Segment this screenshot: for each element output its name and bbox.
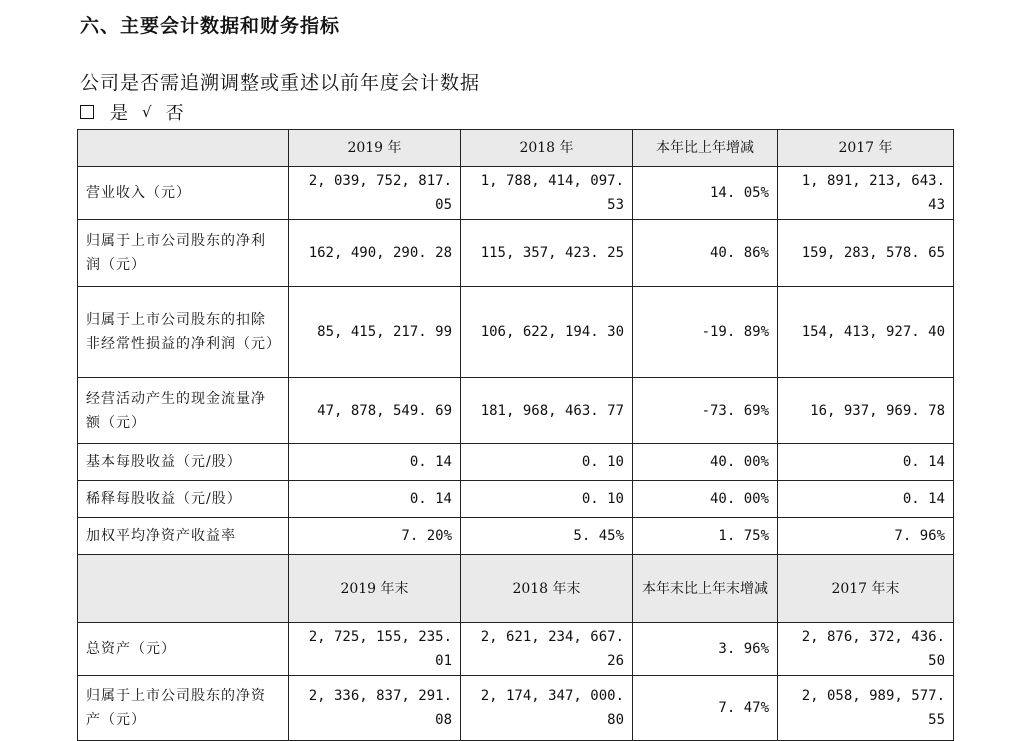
value-cell: 2, 725, 155, 235. 01 — [289, 623, 461, 676]
row-label: 加权平均净资产收益率 — [78, 518, 289, 555]
header-cell: 2018 年末 — [461, 555, 633, 623]
row-label: 归属于上市公司股东的净资产（元） — [78, 676, 289, 741]
table-row — [78, 287, 954, 378]
value-cell: -73. 69% — [633, 378, 778, 444]
value-cell: 0. 10 — [461, 444, 633, 481]
value-cell: 7. 20% — [289, 518, 461, 555]
value-cell: 1, 788, 414, 097. 53 — [461, 167, 633, 220]
value-cell: 2, 876, 372, 436. 50 — [778, 623, 954, 676]
value-cell: -19. 89% — [633, 287, 778, 378]
header-cell: 2019 年 — [289, 130, 461, 167]
value-cell: 2, 336, 837, 291. 08 — [289, 676, 461, 741]
value-cell: 16, 937, 969. 78 — [778, 378, 954, 444]
row-label: 经营活动产生的现金流量净额（元） — [78, 378, 289, 444]
table-row — [78, 444, 954, 481]
value-cell: 40. 86% — [633, 220, 778, 287]
value-cell: 162, 490, 290. 28 — [289, 220, 461, 287]
header-cell: 2017 年 — [778, 130, 954, 167]
header-cell: 2017 年末 — [778, 555, 954, 623]
row-label: 基本每股收益（元/股） — [78, 444, 289, 481]
row-label: 归属于上市公司股东的扣除非经常性损益的净利润（元） — [78, 287, 289, 378]
value-cell: 14. 05% — [633, 167, 778, 220]
restatement-options — [80, 99, 198, 125]
value-cell: 1. 75% — [633, 518, 778, 555]
value-cell: 2, 621, 234, 667. 26 — [461, 623, 633, 676]
value-cell: 115, 357, 423. 25 — [461, 220, 633, 287]
yes-checkbox[interactable] — [80, 105, 94, 119]
table-row — [78, 167, 954, 220]
table-row — [78, 481, 954, 518]
value-cell: 85, 415, 217. 99 — [289, 287, 461, 378]
value-cell: 1, 891, 213, 643. 43 — [778, 167, 954, 220]
header-cell: 本年末比上年末增减 — [633, 555, 778, 623]
value-cell: 3. 96% — [633, 623, 778, 676]
header-cell: 2018 年 — [461, 130, 633, 167]
value-cell: 0. 10 — [461, 481, 633, 518]
value-cell: 5. 45% — [461, 518, 633, 555]
value-cell: 0. 14 — [778, 481, 954, 518]
row-label: 稀释每股收益（元/股） — [78, 481, 289, 518]
value-cell: 106, 622, 194. 30 — [461, 287, 633, 378]
financial-indicators-table — [77, 129, 954, 741]
header-cell: 2019 年末 — [289, 555, 461, 623]
header-cell — [78, 555, 289, 623]
no-label: 否 — [165, 103, 184, 124]
value-cell: 7. 47% — [633, 676, 778, 741]
header-row-year-end — [78, 555, 954, 623]
value-cell: 2, 039, 752, 817. 05 — [289, 167, 461, 220]
check-mark-icon: √ — [142, 103, 152, 121]
row-label: 营业收入（元） — [78, 167, 289, 220]
value-cell: 7. 96% — [778, 518, 954, 555]
value-cell: 0. 14 — [289, 481, 461, 518]
header-cell — [78, 130, 289, 167]
header-cell: 本年比上年增减 — [633, 130, 778, 167]
value-cell: 154, 413, 927. 40 — [778, 287, 954, 378]
yes-label: 是 — [110, 103, 128, 124]
restatement-question: 公司是否需追溯调整或重述以前年度会计数据 — [80, 72, 481, 94]
section-title: 六、主要会计数据和财务指标 — [80, 15, 341, 37]
header-row-annual — [78, 130, 954, 167]
value-cell: 47, 878, 549. 69 — [289, 378, 461, 444]
table-row — [78, 220, 954, 287]
value-cell: 181, 968, 463. 77 — [461, 378, 633, 444]
value-cell: 2, 174, 347, 000. 80 — [461, 676, 633, 741]
table-row — [78, 623, 954, 676]
table-row — [78, 378, 954, 444]
table-row — [78, 518, 954, 555]
table-row — [78, 676, 954, 741]
value-cell: 0. 14 — [289, 444, 461, 481]
value-cell: 159, 283, 578. 65 — [778, 220, 954, 287]
value-cell: 40. 00% — [633, 444, 778, 481]
value-cell: 2, 058, 989, 577. 55 — [778, 676, 954, 741]
value-cell: 0. 14 — [778, 444, 954, 481]
row-label: 归属于上市公司股东的净利润（元） — [78, 220, 289, 287]
value-cell: 40. 00% — [633, 481, 778, 518]
row-label: 总资产（元） — [78, 623, 289, 676]
